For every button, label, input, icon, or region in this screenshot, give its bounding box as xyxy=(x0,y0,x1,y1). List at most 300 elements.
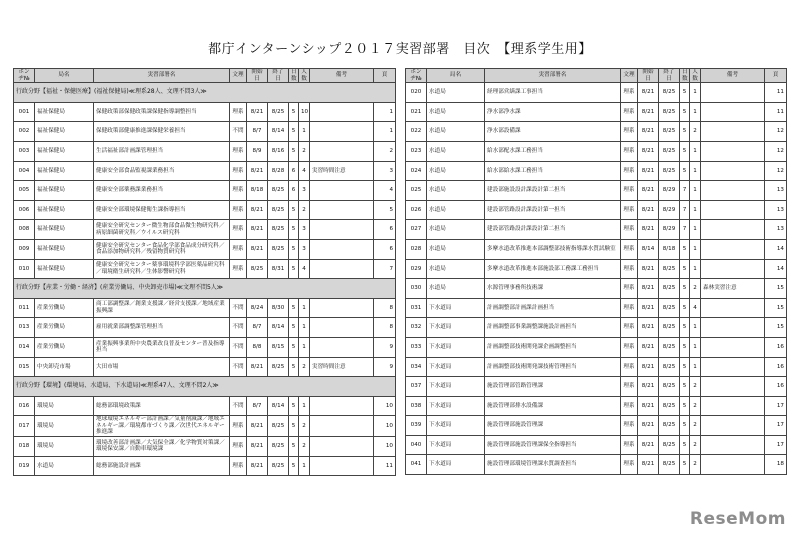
end-date: 8/25 xyxy=(268,239,289,259)
page-number: 17 xyxy=(765,416,787,436)
start-date: 8/21 xyxy=(638,161,659,181)
page-title: 都庁インターンシップ２０１７実習部署 目次 【理系学生用】 xyxy=(208,42,592,57)
start-date: 8/21 xyxy=(638,122,659,142)
field: 理系 xyxy=(621,83,638,103)
start-date: 8/14 xyxy=(638,239,659,259)
department-name: 健康安全部食品監視課業務担当 xyxy=(94,161,230,181)
page-number: 18 xyxy=(765,455,787,475)
note xyxy=(310,200,374,220)
table-row xyxy=(14,416,396,437)
days: 5 xyxy=(289,122,299,142)
end-date: 8/16 xyxy=(268,141,289,161)
end-date: 8/25 xyxy=(268,200,289,220)
department-name: 施設管理部施設管理課 xyxy=(485,416,621,436)
page-number: 12 xyxy=(765,122,787,142)
page-number: 12 xyxy=(765,161,787,181)
days: 5 xyxy=(680,416,690,436)
page-number: 10 xyxy=(374,416,396,437)
table-header-row xyxy=(406,69,787,83)
bureau-name: 福祉保健局 xyxy=(35,181,94,201)
bureau-name: 水道局 xyxy=(427,83,485,103)
people: 1 xyxy=(690,141,701,161)
page-number: 11 xyxy=(765,83,787,103)
end-date: 8/25 xyxy=(659,455,680,475)
field: 理系 xyxy=(621,220,638,240)
department-name: 建設部施設設計課設計第二担当 xyxy=(485,181,621,201)
start-date: 8/18 xyxy=(247,181,268,201)
table-row xyxy=(14,456,396,476)
bureau-name: 水道局 xyxy=(427,239,485,259)
table-row xyxy=(406,357,787,377)
end-date: 8/25 xyxy=(659,122,680,142)
page-number: 17 xyxy=(765,435,787,455)
field: 理系 xyxy=(621,161,638,181)
field: 理系 xyxy=(621,298,638,318)
note xyxy=(701,239,765,259)
watermark-logo: ReseMom xyxy=(689,509,786,529)
department-name: 環境改善部計画課／大気保全課／化学物質対策課／環境保安課／自動車環境課 xyxy=(94,437,230,457)
bureau-name: 水道局 xyxy=(427,181,485,201)
bureau-name: 水道局 xyxy=(427,122,485,142)
people: 1 xyxy=(299,456,310,476)
bureau-name: 下水道局 xyxy=(427,357,485,377)
header-bureau-name: 局名 xyxy=(427,69,485,83)
people: 3 xyxy=(299,181,310,201)
note xyxy=(701,357,765,377)
bureau-name: 環境局 xyxy=(35,437,94,457)
field: 理系 xyxy=(621,200,638,220)
entry-no: 040 xyxy=(406,435,427,455)
field: 理系 xyxy=(621,122,638,142)
department-name: 多摩水道改革推進本部調整部技術指導課水質試験室 xyxy=(485,239,621,259)
page-number: 9 xyxy=(374,357,396,377)
start-date: 8/21 xyxy=(247,239,268,259)
start-date: 8/21 xyxy=(638,357,659,377)
start-date: 8/21 xyxy=(247,456,268,476)
entry-no: 026 xyxy=(406,200,427,220)
start-date: 8/7 xyxy=(247,122,268,142)
note xyxy=(701,220,765,240)
end-date: 8/14 xyxy=(268,318,289,338)
department-name: 計画調整部事業調整課施設計画担当 xyxy=(485,318,621,338)
header-bureau-name: 局名 xyxy=(35,69,94,83)
table-row xyxy=(406,416,787,436)
field: 理系 xyxy=(230,161,247,181)
table-row xyxy=(406,259,787,279)
bureau-name: 下水道局 xyxy=(427,377,485,397)
entry-no: 006 xyxy=(14,200,35,220)
days: 5 xyxy=(680,455,690,475)
days: 5 xyxy=(680,259,690,279)
header-field: 文理 xyxy=(230,69,247,83)
entry-no: 015 xyxy=(14,357,35,377)
start-date: 8/21 xyxy=(638,455,659,475)
note xyxy=(701,435,765,455)
header-department-name: 実習部署名 xyxy=(94,69,230,83)
table-row xyxy=(406,396,787,416)
days: 5 xyxy=(289,337,299,357)
people: 3 xyxy=(299,220,310,240)
department-name: 健康安全部環境保健衛生課指導担当 xyxy=(94,200,230,220)
entry-no: 030 xyxy=(406,279,427,299)
department-name: 保健政策部保健政策課保健指導調整担当 xyxy=(94,102,230,122)
people: 2 xyxy=(299,200,310,220)
department-name: 給水部給水課工務担当 xyxy=(485,161,621,181)
note xyxy=(701,396,765,416)
bureau-name: 福祉保健局 xyxy=(35,161,94,181)
days: 5 xyxy=(680,298,690,318)
end-date: 8/25 xyxy=(659,318,680,338)
start-date: 8/21 xyxy=(247,200,268,220)
table-row xyxy=(406,318,787,338)
table-row xyxy=(14,220,396,240)
header-end-date: 終了日 xyxy=(659,69,680,83)
entry-no: 010 xyxy=(14,259,35,279)
people: 4 xyxy=(299,259,310,279)
department-name: 計画調整部技術開発課技術管理担当 xyxy=(485,357,621,377)
entry-no: 034 xyxy=(406,357,427,377)
people: 2 xyxy=(690,455,701,475)
start-date: 8/21 xyxy=(638,318,659,338)
entry-no: 002 xyxy=(14,122,35,142)
department-name: 総務部環境政策課 xyxy=(94,396,230,416)
people: 2 xyxy=(299,437,310,457)
days: 7 xyxy=(680,181,690,201)
table-row xyxy=(406,181,787,201)
note xyxy=(701,318,765,338)
end-date: 8/25 xyxy=(659,435,680,455)
note xyxy=(310,396,374,416)
people: 1 xyxy=(299,318,310,338)
people: 1 xyxy=(299,298,310,318)
days: 5 xyxy=(289,259,299,279)
table-row xyxy=(406,435,787,455)
note xyxy=(701,141,765,161)
department-name: 商工部調整課／創業支援課／経営支援課／地域産業振興課 xyxy=(94,298,230,318)
header-page-number: 頁 xyxy=(765,69,787,83)
people: 2 xyxy=(690,377,701,397)
end-date: 8/25 xyxy=(659,102,680,122)
page-number: 15 xyxy=(765,318,787,338)
days: 5 xyxy=(289,416,299,437)
note xyxy=(310,239,374,259)
entry-no: 021 xyxy=(406,102,427,122)
note xyxy=(701,298,765,318)
entry-no: 003 xyxy=(14,141,35,161)
entry-no: 005 xyxy=(14,181,35,201)
bureau-name: 産業労働局 xyxy=(35,318,94,338)
header-people: 人数 xyxy=(690,69,701,83)
start-date: 8/21 xyxy=(638,435,659,455)
field: 理系 xyxy=(621,102,638,122)
field: 理系 xyxy=(230,259,247,279)
field: 理系 xyxy=(230,437,247,457)
department-name: 浄水部設備課 xyxy=(485,122,621,142)
table-row xyxy=(14,141,396,161)
start-date: 8/25 xyxy=(247,259,268,279)
page-number: 13 xyxy=(765,220,787,240)
note xyxy=(310,141,374,161)
end-date: 8/25 xyxy=(659,377,680,397)
entry-no: 001 xyxy=(14,102,35,122)
note: 森林実習注意 xyxy=(701,279,765,299)
header-entry-no: ボンヂ№ xyxy=(14,69,35,83)
days: 5 xyxy=(289,200,299,220)
entry-no: 008 xyxy=(14,220,35,240)
bureau-name: 下水道局 xyxy=(427,435,485,455)
table-row xyxy=(406,200,787,220)
days: 5 xyxy=(680,377,690,397)
entry-no: 019 xyxy=(14,456,35,476)
field: 理系 xyxy=(621,416,638,436)
days: 5 xyxy=(680,435,690,455)
days: 5 xyxy=(289,141,299,161)
note xyxy=(701,416,765,436)
field: 理系 xyxy=(621,181,638,201)
field: 理系 xyxy=(230,200,247,220)
note xyxy=(701,259,765,279)
table-row xyxy=(14,102,396,122)
table-row xyxy=(406,455,787,475)
section-header-row xyxy=(14,83,396,103)
entry-no: 011 xyxy=(14,298,35,318)
days: 5 xyxy=(289,220,299,240)
page-number: 6 xyxy=(374,220,396,240)
department-name: 雇用就業部調整課管理担当 xyxy=(94,318,230,338)
end-date: 8/25 xyxy=(659,141,680,161)
start-date: 8/21 xyxy=(638,200,659,220)
entry-no: 020 xyxy=(406,83,427,103)
bureau-name: 水道局 xyxy=(427,279,485,299)
end-date: 8/25 xyxy=(659,416,680,436)
end-date: 8/30 xyxy=(268,298,289,318)
field: 不問 xyxy=(230,337,247,357)
page-number: 7 xyxy=(374,259,396,279)
note xyxy=(310,181,374,201)
end-date: 8/25 xyxy=(268,357,289,377)
field: 不問 xyxy=(230,318,247,338)
department-name: 施設管理部管路管理課 xyxy=(485,377,621,397)
start-date: 8/7 xyxy=(247,396,268,416)
department-name: 地球環境エネルギー部計画課／気量削減課／地域エネルギー課／環境都市づくり課／次世代エネルギー推進課 xyxy=(94,416,230,437)
people: 1 xyxy=(690,102,701,122)
start-date: 8/21 xyxy=(638,141,659,161)
days: 5 xyxy=(680,83,690,103)
field: 理系 xyxy=(230,239,247,259)
end-date: 8/28 xyxy=(268,161,289,181)
page-number: 11 xyxy=(374,456,396,476)
page-number: 16 xyxy=(765,377,787,397)
bureau-name: 下水道局 xyxy=(427,298,485,318)
end-date: 8/25 xyxy=(268,437,289,457)
note xyxy=(701,181,765,201)
bureau-name: 水道局 xyxy=(35,456,94,476)
entry-no: 014 xyxy=(14,337,35,357)
people: 1 xyxy=(690,239,701,259)
department-name: 施設管理部施設管理課保全指導担当 xyxy=(485,435,621,455)
start-date: 8/21 xyxy=(638,337,659,357)
end-date: 8/25 xyxy=(268,220,289,240)
bureau-name: 下水道局 xyxy=(427,455,485,475)
people: 2 xyxy=(299,141,310,161)
people: 1 xyxy=(690,220,701,240)
days: 7 xyxy=(680,200,690,220)
people: 1 xyxy=(299,122,310,142)
department-name: 健康安全研究センター微生物部食品微生物研究科／病原細菌研究科／ウイルス研究科 xyxy=(94,220,230,240)
note xyxy=(701,122,765,142)
table-row xyxy=(406,141,787,161)
end-date: 8/25 xyxy=(268,416,289,437)
end-date: 8/25 xyxy=(659,298,680,318)
note xyxy=(310,220,374,240)
field: 理系 xyxy=(230,102,247,122)
entry-no: 022 xyxy=(406,122,427,142)
bureau-name: 福祉保健局 xyxy=(35,239,94,259)
people: 1 xyxy=(690,318,701,338)
people: 2 xyxy=(299,416,310,437)
page-number: 1 xyxy=(374,102,396,122)
header-field: 文理 xyxy=(621,69,638,83)
note xyxy=(310,102,374,122)
field: 理系 xyxy=(230,416,247,437)
days: 5 xyxy=(289,437,299,457)
days: 5 xyxy=(680,318,690,338)
entry-no: 037 xyxy=(406,377,427,397)
end-date: 8/14 xyxy=(268,122,289,142)
header-note: 備考 xyxy=(701,69,765,83)
table-row xyxy=(406,83,787,103)
department-name: 総務部施設計画課 xyxy=(94,456,230,476)
page-number: 2 xyxy=(374,141,396,161)
days: 5 xyxy=(680,102,690,122)
bureau-name: 水道局 xyxy=(427,161,485,181)
days: 5 xyxy=(289,357,299,377)
start-date: 8/21 xyxy=(247,220,268,240)
section-title: 行政分野【産業・労働・経済】(産業労働局、中央卸売市場)≪文理不問5人≫ xyxy=(14,279,396,299)
department-name: 水源管理事務所技術課 xyxy=(485,279,621,299)
note xyxy=(310,298,374,318)
bureau-name: 環境局 xyxy=(35,396,94,416)
end-date: 8/25 xyxy=(659,259,680,279)
end-date: 8/25 xyxy=(659,279,680,299)
field: 理系 xyxy=(230,141,247,161)
start-date: 8/21 xyxy=(247,437,268,457)
header-people: 人数 xyxy=(299,69,310,83)
start-date: 8/21 xyxy=(638,102,659,122)
note xyxy=(701,83,765,103)
bureau-name: 水道局 xyxy=(427,259,485,279)
header-end-date: 終了日 xyxy=(268,69,289,83)
table-row xyxy=(14,181,396,201)
table-row xyxy=(14,259,396,279)
table-row xyxy=(406,337,787,357)
table-row xyxy=(406,239,787,259)
days: 6 xyxy=(289,161,299,181)
page-number: 10 xyxy=(374,396,396,416)
people: 4 xyxy=(690,298,701,318)
entry-no: 041 xyxy=(406,455,427,475)
people: 1 xyxy=(690,337,701,357)
days: 5 xyxy=(680,279,690,299)
note xyxy=(701,161,765,181)
start-date: 8/24 xyxy=(247,298,268,318)
field: 理系 xyxy=(621,318,638,338)
bureau-name: 福祉保健局 xyxy=(35,141,94,161)
department-name: 健康安全部薬務課業務担当 xyxy=(94,181,230,201)
end-date: 8/25 xyxy=(659,161,680,181)
table-row xyxy=(14,437,396,457)
field: 理系 xyxy=(230,456,247,476)
entry-no: 033 xyxy=(406,337,427,357)
page-number: 11 xyxy=(765,102,787,122)
department-name: 建設部管路設計課設計第一担当 xyxy=(485,200,621,220)
note: 実習時間注意 xyxy=(310,357,374,377)
page-number: 4 xyxy=(374,181,396,201)
field: 理系 xyxy=(621,259,638,279)
table-row xyxy=(406,220,787,240)
start-date: 8/21 xyxy=(638,396,659,416)
start-date: 8/21 xyxy=(638,279,659,299)
department-name: 施設管理部排水設備課 xyxy=(485,396,621,416)
days: 5 xyxy=(289,298,299,318)
bureau-name: 水道局 xyxy=(427,220,485,240)
bureau-name: 福祉保健局 xyxy=(35,102,94,122)
header-department-name: 実習部署名 xyxy=(485,69,621,83)
field: 理系 xyxy=(621,239,638,259)
entry-no: 004 xyxy=(14,161,35,181)
bureau-name: 水道局 xyxy=(427,141,485,161)
field: 理系 xyxy=(621,455,638,475)
section-header-row xyxy=(14,279,396,299)
department-name: 生活福祉部計画課管理担当 xyxy=(94,141,230,161)
people: 1 xyxy=(690,161,701,181)
header-page-number: 頁 xyxy=(374,69,396,83)
bureau-name: 産業労働局 xyxy=(35,298,94,318)
page-number: 12 xyxy=(765,141,787,161)
department-name: 建設部管路設計課設計第二担当 xyxy=(485,220,621,240)
people: 1 xyxy=(690,259,701,279)
people: 1 xyxy=(299,337,310,357)
department-name: 多摩水道改革推進本部施設部工務課工務担当 xyxy=(485,259,621,279)
department-name: 保健政策部健康推進課保健栄養担当 xyxy=(94,122,230,142)
department-name: 給水部配水課工務担当 xyxy=(485,141,621,161)
entry-no: 023 xyxy=(406,141,427,161)
end-date: 8/25 xyxy=(659,357,680,377)
entry-no: 016 xyxy=(14,396,35,416)
page-number: 16 xyxy=(765,337,787,357)
page-number: 13 xyxy=(765,200,787,220)
end-date: 8/14 xyxy=(268,396,289,416)
entry-no: 027 xyxy=(406,220,427,240)
bureau-name: 下水道局 xyxy=(427,318,485,338)
field: 理系 xyxy=(621,357,638,377)
note xyxy=(310,337,374,357)
table-row xyxy=(14,122,396,142)
note xyxy=(310,259,374,279)
people: 2 xyxy=(690,416,701,436)
note xyxy=(701,102,765,122)
days: 5 xyxy=(680,396,690,416)
page-number: 8 xyxy=(374,298,396,318)
start-date: 8/21 xyxy=(247,357,268,377)
header-entry-no: ボンヂ№ xyxy=(406,69,427,83)
page-number: 6 xyxy=(374,239,396,259)
note xyxy=(701,200,765,220)
days: 5 xyxy=(289,318,299,338)
page-number: 16 xyxy=(765,357,787,377)
table-row xyxy=(14,200,396,220)
table-row xyxy=(14,161,396,181)
